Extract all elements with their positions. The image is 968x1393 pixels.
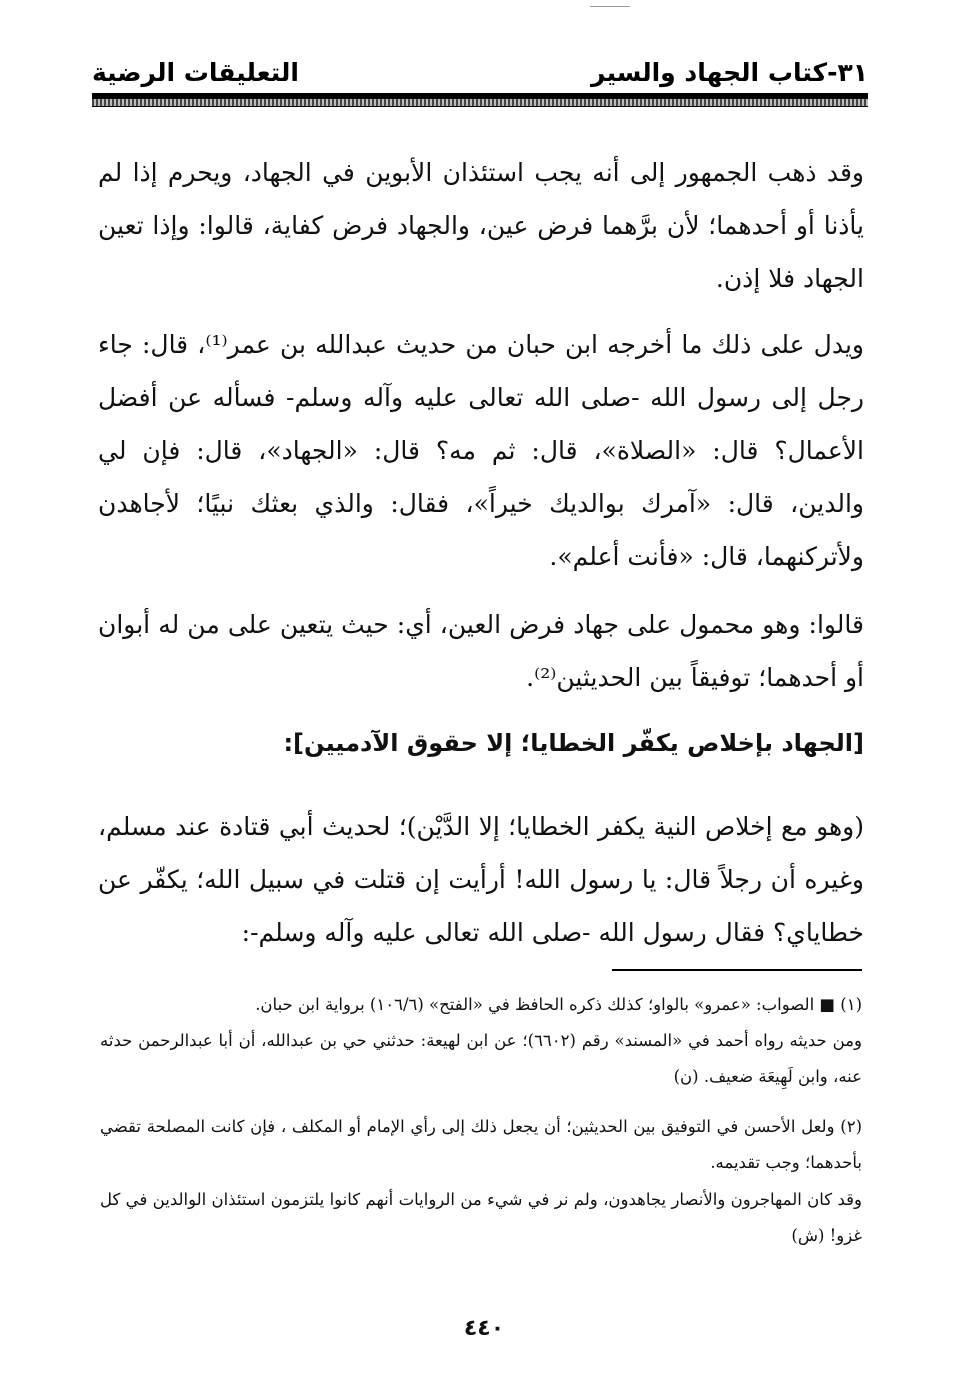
section-heading: [الجهاد بإخلاص يكفّر الخطايا؛ إلا حقوق الآدميين]: [283,729,864,757]
paragraph-2: ويدل على ذلك ما أخرجه ابن حبان من حديث عبدالله بن عمر⁽¹⁾، قال: جاء رجل إلى رسول الله -صلى الله تعالى عليه وآله وسلم- فسأله عن أفضل الأعمال؟ قال: «الصلاة»، قال: ثم مه؟ قال: «الجهاد»، قال: فإن لي والدين، قال: «آمرك بوالديك خيراً»، فقال: والذي بعثك نبيًا؛ لأجاهدن ولأتركنهما، قال: «فأنت أعلم». [98,330,864,571]
header-rule-thin [92,106,868,107]
footnote-separator [612,969,862,971]
book-title: التعليقات الرضية [92,57,299,87]
footnote-2: (٢) ولعل الأحسن في التوفيق بين الحديثين؛ أن يجعل ذلك إلى رأي الإمام أو المكلف ، فإن كانت المصلحة تقضي بأحدهما؛ وجب تقديمه. [100,1117,862,1172]
scan-mark [590,6,630,7]
chapter-title: ٣١-كتاب الجهاد والسير [591,57,868,87]
paragraph-4: (وهو مع إخلاص النية يكفر الخطايا؛ إلا الدَّيْن)؛ لحديث أبي قتادة عند مسلم، وغيره أن رجلاً قال: يا رسول الله! أرأيت إن قتلت في سبيل الله؛ يكفّر عن خطاياي؟ فقال رسول الله -صلى الله تعالى عليه وآله وسلم-: [98,812,864,947]
footnote-1-continued: ومن حديثه رواه أحمد في «المسند» رقم (٦٦٠٢)؛ عن ابن لهيعة: حدثني حي بن عبدالله، أن أبا عبدالرحمن حدثه عنه، وابن لَهِيعَة ضعيف. (ن) [100,1031,862,1086]
footnote-2-continued: وقد كان المهاجرون والأنصار يجاهدون، ولم نر في شيء من الروايات أنهم كانوا يلتزمون استئذان الوالدين في كل غزو! (ش) [100,1190,862,1245]
paragraph-1: وقد ذهب الجمهور إلى أنه يجب استئذان الأبوين في الجهاد، ويحرم إذا لم يأذنا أو أحدهما؛ لأن برَّهما فرض عين، والجهاد فرض كفاية، قالوا: وإذا تعين الجهاد فلا إذن. [98,158,864,293]
paragraph-3: قالوا: وهو محمول على جهاد فرض العين، أي: حيث يتعين على من له أبوان أو أحدهما؛ توفيقاً بين الحديثين⁽²⁾. [98,610,864,692]
running-header [92,52,868,92]
footnote-1: (١) ■ الصواب: «عمرو» بالواو؛ كذلك ذكره الحافظ في «الفتح» (١٠٦/٦) برواية ابن حبان. [255,995,862,1014]
page-number: ٤٤٠ [463,1316,505,1341]
header-rule-pattern [92,99,868,106]
